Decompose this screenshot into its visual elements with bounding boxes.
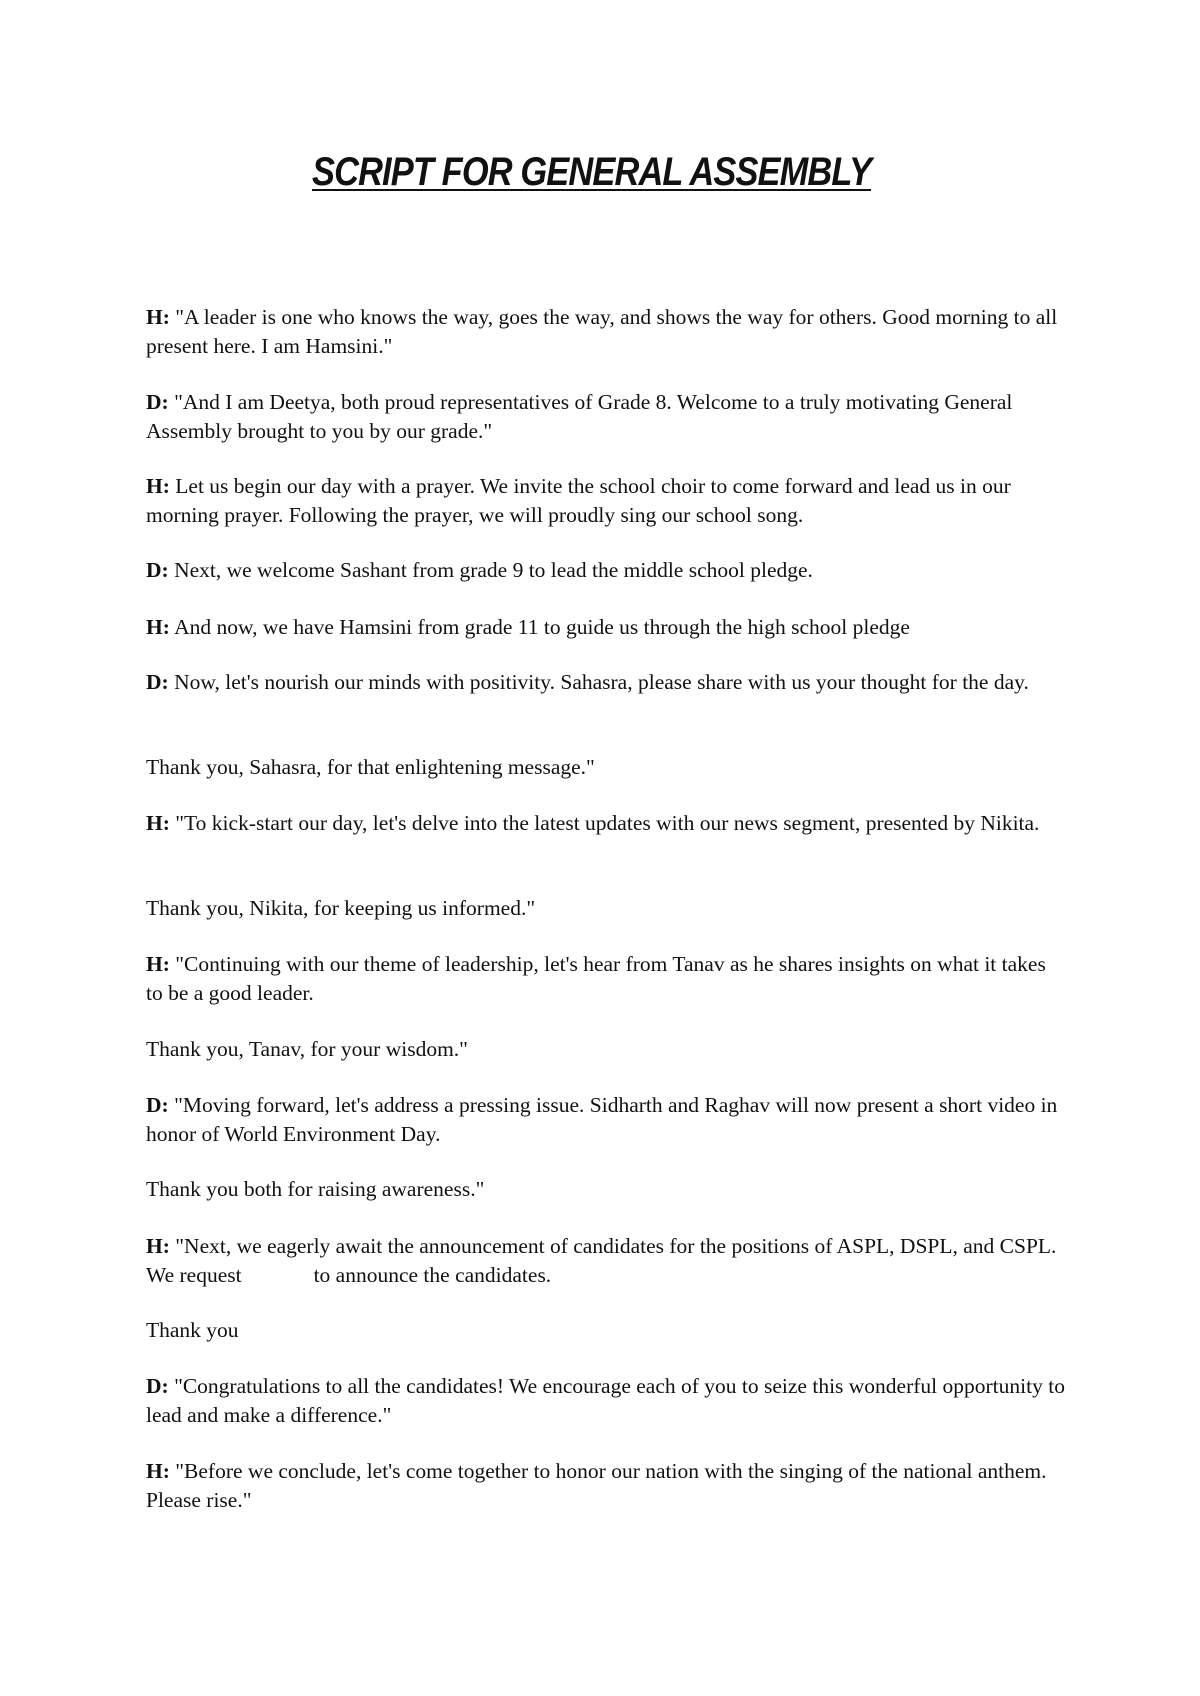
script-line-16: [146, 1372, 1066, 1430]
script-line-12: [146, 1091, 1066, 1149]
script-line-10: [146, 950, 1066, 1008]
line-text: "Before we conclude, let's come together to honor our nation with the singing of the national anthem. Please rise.": [146, 1459, 1047, 1512]
script-line-13: [146, 1175, 1066, 1204]
line-text: Let us begin our day with a prayer. We invite the school choir to come forward and lead us in our morning prayer. Following the prayer, we will proudly sing our school song.: [146, 474, 1011, 527]
speaker-label: D:: [146, 670, 169, 694]
script-line-1: [146, 303, 1066, 361]
script-line-3: [146, 472, 1066, 530]
speaker-label: H:: [146, 952, 170, 976]
script-line-15: [146, 1316, 1066, 1345]
line-text: Thank you, Sahasra, for that enlightening message.": [146, 755, 595, 779]
script-line-6: [146, 668, 1066, 697]
line-text-after-gap: to announce the candidates.: [313, 1263, 552, 1287]
line-text: Thank you, Nikita, for keeping us informed.": [146, 896, 536, 920]
line-text: Thank you, Tanav, for your wisdom.": [146, 1037, 468, 1061]
speaker-label: H:: [146, 305, 170, 329]
speaker-label: D:: [146, 390, 169, 414]
script-line-7: [146, 753, 1066, 782]
line-text: "Congratulations to all the candidates! We encourage each of you to seize this wonderful opportunity to lead and make a difference.": [146, 1374, 1065, 1427]
line-text: Now, let's nourish our minds with positivity. Sahasra, please share with us your thought for the day.: [174, 670, 1029, 694]
line-text: "To kick-start our day, let's delve into the latest updates with our news segment, presented by Nikita.: [175, 811, 1040, 835]
line-text: "Continuing with our theme of leadership, let's hear from Tanav as he shares insights on what it takes to be a good leader.: [146, 952, 1046, 1005]
line-text: "Next, we eagerly await the announcement of candidates for the positions of ASPL, DSPL, and CSPL. We request: [146, 1234, 1057, 1287]
line-text: "Moving forward, let's address a pressing issue. Sidharth and Raghav will now present a short video in honor of World Environment Day.: [146, 1093, 1058, 1146]
speaker-label: H:: [146, 474, 170, 498]
script-line-11: [146, 1035, 1066, 1064]
script-line-4: [146, 556, 1066, 585]
script-line-9: [146, 894, 1066, 923]
speaker-label: H:: [146, 1234, 170, 1258]
line-text: Thank you: [146, 1318, 239, 1342]
script-line-2: [146, 388, 1066, 446]
line-text: "A leader is one who knows the way, goes the way, and shows the way for others. Good morning to all present here. I am Hamsini.": [146, 305, 1058, 358]
document-title: SCRIPT FOR GENERAL ASSEMBLY: [312, 150, 872, 194]
speaker-label: D:: [146, 558, 169, 582]
line-text: And now, we have Hamsini from grade 11 to guide us through the high school pledge: [174, 615, 910, 639]
line-text: "And I am Deetya, both proud representatives of Grade 8. Welcome to a truly motivating General Assembly brought to you by our grade.": [146, 390, 1013, 443]
speaker-label: H:: [146, 1459, 170, 1483]
speaker-label: D:: [146, 1374, 169, 1398]
script-line-14: [146, 1232, 1066, 1290]
speaker-label: D:: [146, 1093, 169, 1117]
speaker-label: H:: [146, 615, 170, 639]
script-line-8: [146, 809, 1066, 838]
line-text: Next, we welcome Sashant from grade 9 to lead the middle school pledge.: [174, 558, 813, 582]
script-line-17: [146, 1457, 1066, 1515]
speaker-label: H:: [146, 811, 170, 835]
script-line-5: [146, 613, 1066, 642]
line-text: Thank you both for raising awareness.": [146, 1177, 485, 1201]
